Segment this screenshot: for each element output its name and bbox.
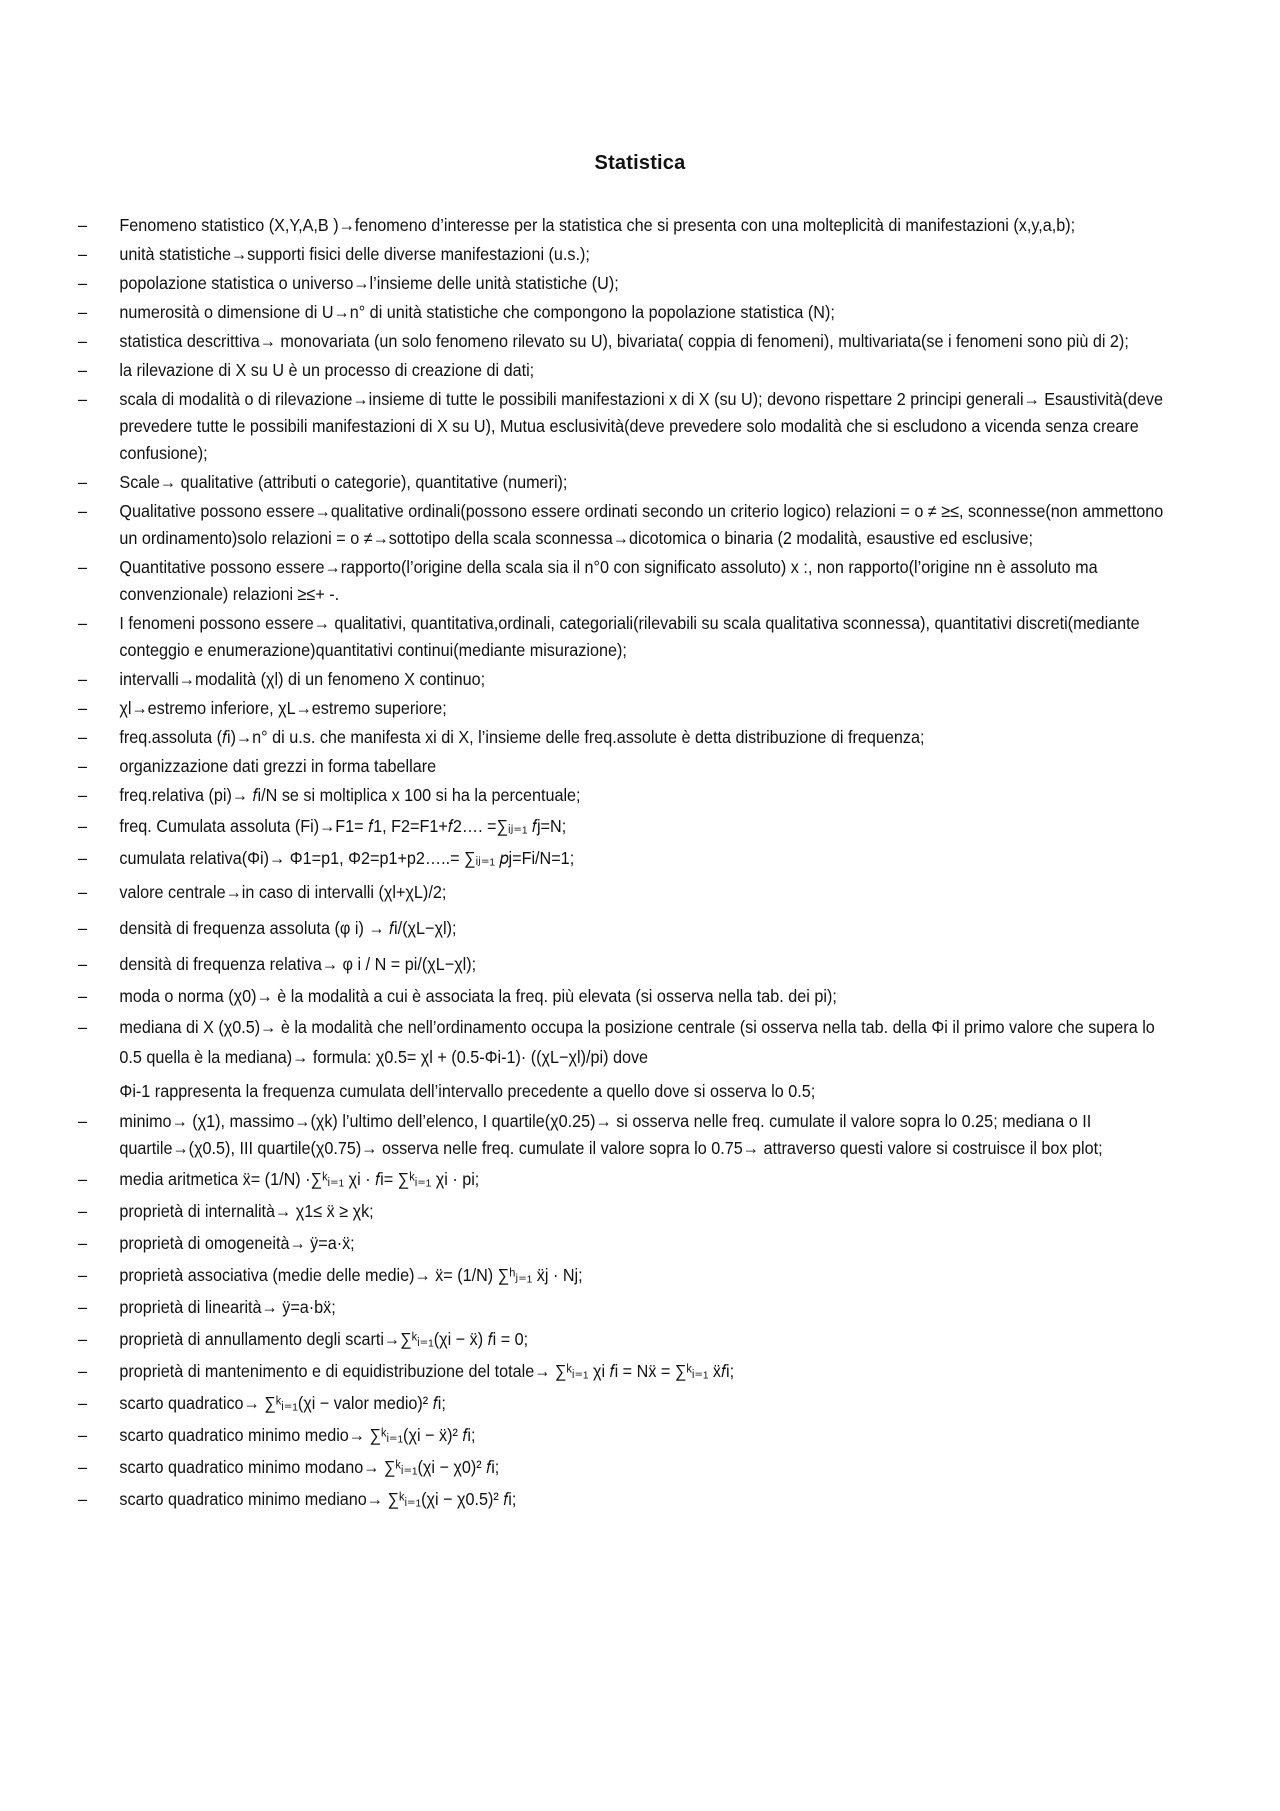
mediana-continuation: Φi-1 rappresenta la frequenza cumulata dell’intervallo precedente a quello dove si osserva lo 0.5;: [119, 1081, 816, 1101]
list-item: [78, 469, 1177, 496]
list-item-text: moda o norma (χ0)→ è la modalità a cui è associata la freq. più elevata (si osserva nella tab. dei pi);: [119, 986, 837, 1006]
list-item-text: freq.relativa (pi)→ 𝑓i/N se si moltiplica x 100 si ha la percentuale;: [119, 785, 581, 805]
dash-bullet: –: [78, 816, 88, 836]
dash-bullet: –: [78, 1489, 88, 1509]
list-item-text: proprietà di annullamento degli scarti→∑ᵏᵢ₌₁(χi − ẍ) 𝑓i = 0;: [119, 1329, 529, 1349]
list-item-text: χl→estremo inferiore, χL→estremo superiore;: [119, 698, 447, 718]
dash-bullet: –: [78, 331, 88, 351]
list-item-text: densità di frequenza assoluta (φ i) → 𝑓i/(χL−χl);: [119, 918, 457, 938]
list-item: [78, 811, 1177, 841]
list-item: [78, 1108, 1177, 1162]
list-item-text: scarto quadratico minimo modano→ ∑ᵏᵢ₌₁(χi − χ0)² 𝑓i;: [119, 1457, 500, 1477]
list-item: [78, 241, 1177, 268]
dash-bullet: –: [78, 954, 88, 974]
list-item: [78, 753, 1177, 780]
dash-bullet: –: [78, 918, 88, 938]
dash-bullet: –: [78, 698, 88, 718]
dash-bullet: –: [78, 756, 88, 776]
page-title: Statistica: [594, 152, 686, 174]
list-item: [78, 1388, 1177, 1418]
list-item: [78, 1292, 1177, 1322]
list-item: [78, 1228, 1177, 1258]
list-item: [78, 328, 1177, 355]
list-item-text: freq.assoluta (𝑓i)→n° di u.s. che manifesta xi di X, l’insieme delle freq.assolute è detta distribuzione di frequenza;: [119, 727, 925, 747]
dash-bullet: –: [78, 1393, 88, 1413]
list-item-text: proprietà associativa (medie delle medie)→ ẍ= (1/N) ∑ʰⱼ₌₁ ẍj · Nj;: [119, 1265, 583, 1285]
list-item-text: I fenomeni possono essere→ qualitativi, quantitativa,ordinali, categoriali(rilevabili su scala qualitativa sconnessa), quantitativi discreti(mediante conteggio e enumerazione)quantitativi continui(mediante misurazione);: [119, 613, 1140, 660]
list-item: [78, 782, 1177, 809]
list-item-text: Quantitative possono essere→rapporto(l’origine della scala sia il n°0 con significato assoluto) x :, non rapporto(l’origine nn è assoluto ma convenzionale) relazioni ≥≤+ -.: [119, 557, 1098, 604]
list-item: [78, 386, 1177, 467]
dash-bullet: –: [78, 1329, 88, 1349]
list-item: [78, 983, 1177, 1010]
list-item: [78, 695, 1177, 722]
dash-bullet: –: [78, 557, 88, 577]
list-item-text: proprietà di omogeneità→ ÿ=a·ẍ;: [119, 1233, 355, 1253]
list-item: [78, 554, 1177, 608]
list-item: [78, 212, 1177, 239]
list-item: [78, 357, 1177, 384]
dash-bullet: –: [78, 501, 88, 521]
dash-bullet: –: [78, 613, 88, 633]
list-item-text: la rilevazione di X su U è un processo di creazione di dati;: [119, 360, 535, 380]
list-item: [78, 1356, 1177, 1386]
list-item: [78, 498, 1177, 552]
dash-bullet: –: [78, 727, 88, 747]
list-item-text: freq. Cumulata assoluta (Fi)→F1= 𝑓1, F2=F1+𝑓2…. =∑ᵢⱼ₌₁ 𝑓j=N;: [119, 816, 567, 836]
dash-bullet: –: [78, 1425, 88, 1445]
list-item: [78, 1420, 1177, 1450]
dash-bullet: –: [78, 273, 88, 293]
dash-bullet: –: [78, 882, 88, 902]
list-item-text: scarto quadratico minimo medio→ ∑ᵏᵢ₌₁(χi − ẍ)² 𝑓i;: [119, 1425, 476, 1445]
dash-bullet: –: [78, 215, 88, 235]
list-item-text: densità di frequenza relativa→ φ i / N = pi/(χL−χl);: [119, 954, 477, 974]
dash-bullet: –: [78, 1361, 88, 1381]
list-item-text: numerosità o dimensione di U→n° di unità statistiche che compongono la popolazione statistica (N);: [119, 302, 835, 322]
dash-bullet: –: [78, 1457, 88, 1477]
dash-bullet: –: [78, 669, 88, 689]
list-item-text: organizzazione dati grezzi in forma tabellare: [119, 756, 437, 776]
list-item-text: scarto quadratico minimo mediano→ ∑ᵏᵢ₌₁(χi − χ0.5)² 𝑓i;: [119, 1489, 517, 1509]
list-item: [78, 1196, 1177, 1226]
dash-bullet: –: [78, 1111, 88, 1131]
list-item-text: intervalli→modalità (χl) di un fenomeno X continuo;: [119, 669, 486, 689]
list-item-text: cumulata relativa(Φi)→ Φ1=p1, Φ2=p1+p2…..= ∑ᵢⱼ₌₁ 𝑝j=Fi/N=1;: [119, 848, 575, 868]
list-item-text: scarto quadratico→ ∑ᵏᵢ₌₁(χi − valor medio)² 𝑓i;: [119, 1393, 446, 1413]
dash-bullet: –: [78, 986, 88, 1006]
dash-bullet: –: [78, 1233, 88, 1253]
list-item-text: Qualitative possono essere→qualitative ordinali(possono essere ordinati secondo un criterio logico) relazioni = o ≠ ≥≤, sconnesse(non ammettono un ordinamento)solo relazioni = o ≠→sottotipo della scala sconnessa→dicotomica o binaria (2 modalità, esaustive ed esclusive;: [119, 501, 1164, 548]
list-item: [78, 299, 1177, 326]
dash-bullet: –: [78, 1169, 88, 1189]
list-item: [78, 666, 1177, 693]
list-item-text: statistica descrittiva→ monovariata (un solo fenomeno rilevato su U), bivariata( coppia di fenomeni), multivariata(se i fenomeni sono più di 2);: [119, 331, 1129, 351]
list-item: [78, 875, 1177, 909]
list-item: [78, 724, 1177, 751]
list-item: [78, 947, 1177, 981]
dash-bullet: –: [78, 1297, 88, 1317]
list-item: [78, 1012, 1177, 1072]
list-item: [78, 610, 1177, 664]
list-item-text: minimo→ (χ1), massimo→(χk) l’ultimo dell’elenco, I quartile(χ0.25)→ si osserva nelle freq. cumulate il valore sopra lo 0.25; mediana o II quartile→(χ0.5), III quartile(χ0.75)→ osserva nelle freq. cumulate il valore sopra lo 0.75→ attraverso questi valore si costruisce il box plot;: [119, 1111, 1103, 1158]
list-item-text: Scale→ qualitative (attributi o categorie), quantitative (numeri);: [119, 472, 568, 492]
dash-bullet: –: [78, 785, 88, 805]
dash-bullet: –: [78, 848, 88, 868]
list-item: [78, 1484, 1177, 1514]
list-item: [78, 1452, 1177, 1482]
dash-bullet: –: [78, 360, 88, 380]
dash-bullet: –: [78, 1265, 88, 1285]
list-item-text: popolazione statistica o universo→l’insieme delle unità statistiche (U);: [119, 273, 619, 293]
dash-bullet: –: [78, 472, 88, 492]
list-item: [78, 1164, 1177, 1194]
dash-bullet: –: [78, 244, 88, 264]
list-item-text: Fenomeno statistico (X,Y,A,B )→fenomeno d’interesse per la statistica che si presenta con una molteplicità di manifestazioni (x,y,a,b);: [119, 215, 1076, 235]
list-item-text: scala di modalità o di rilevazione→insieme di tutte le possibili manifestazioni x di X (su U); devono rispettare 2 principi generali→ Esaustività(deve prevedere tutte le possibili manifestazioni di X su U), Mutua esclusività(deve prevedere solo modalità che si escludono a vicenda senza creare confusione);: [119, 389, 1164, 463]
list-item-text: unità statistiche→supporti fisici delle diverse manifestazioni (u.s.);: [119, 244, 590, 264]
list-item-text: media aritmetica ẍ= (1/N) ·∑ᵏᵢ₌₁ χi · 𝑓i= ∑ᵏᵢ₌₁ χi · pi;: [119, 1169, 480, 1189]
list-item-text: proprietà di mantenimento e di equidistribuzione del totale→ ∑ᵏᵢ₌₁ χi 𝑓i = Nẍ = ∑ᵏᵢ₌₁ ẍ𝑓i;: [119, 1361, 735, 1381]
list-item-text: valore centrale→in caso di intervalli (χl+χL)/2;: [119, 882, 447, 902]
list-item-text: proprietà di linearità→ ÿ=a·bẍ;: [119, 1297, 336, 1317]
dash-bullet: –: [78, 1201, 88, 1221]
list-item: [78, 1324, 1177, 1354]
list-item-text: mediana di X (χ0.5)→ è la modalità che nell’ordinamento occupa la posizione centrale (si osserva nella tab. della Φi il primo valore che supera lo 0.5 quella è la mediana)→ formula: χ0.5= χl + (0.5-Φi-1)· ((χL−χl)/pi) dove: [119, 1017, 1155, 1067]
dash-bullet: –: [78, 389, 88, 409]
list-item: [78, 270, 1177, 297]
list-item-text: proprietà di internalità→ χ1≤ ẍ ≥ χk;: [119, 1201, 374, 1221]
dash-bullet: –: [78, 302, 88, 322]
bullet-list: [78, 212, 1164, 1516]
list-item: [78, 843, 1177, 873]
list-item: [78, 911, 1177, 945]
dash-bullet: –: [78, 1017, 88, 1037]
list-item: [78, 1260, 1177, 1290]
